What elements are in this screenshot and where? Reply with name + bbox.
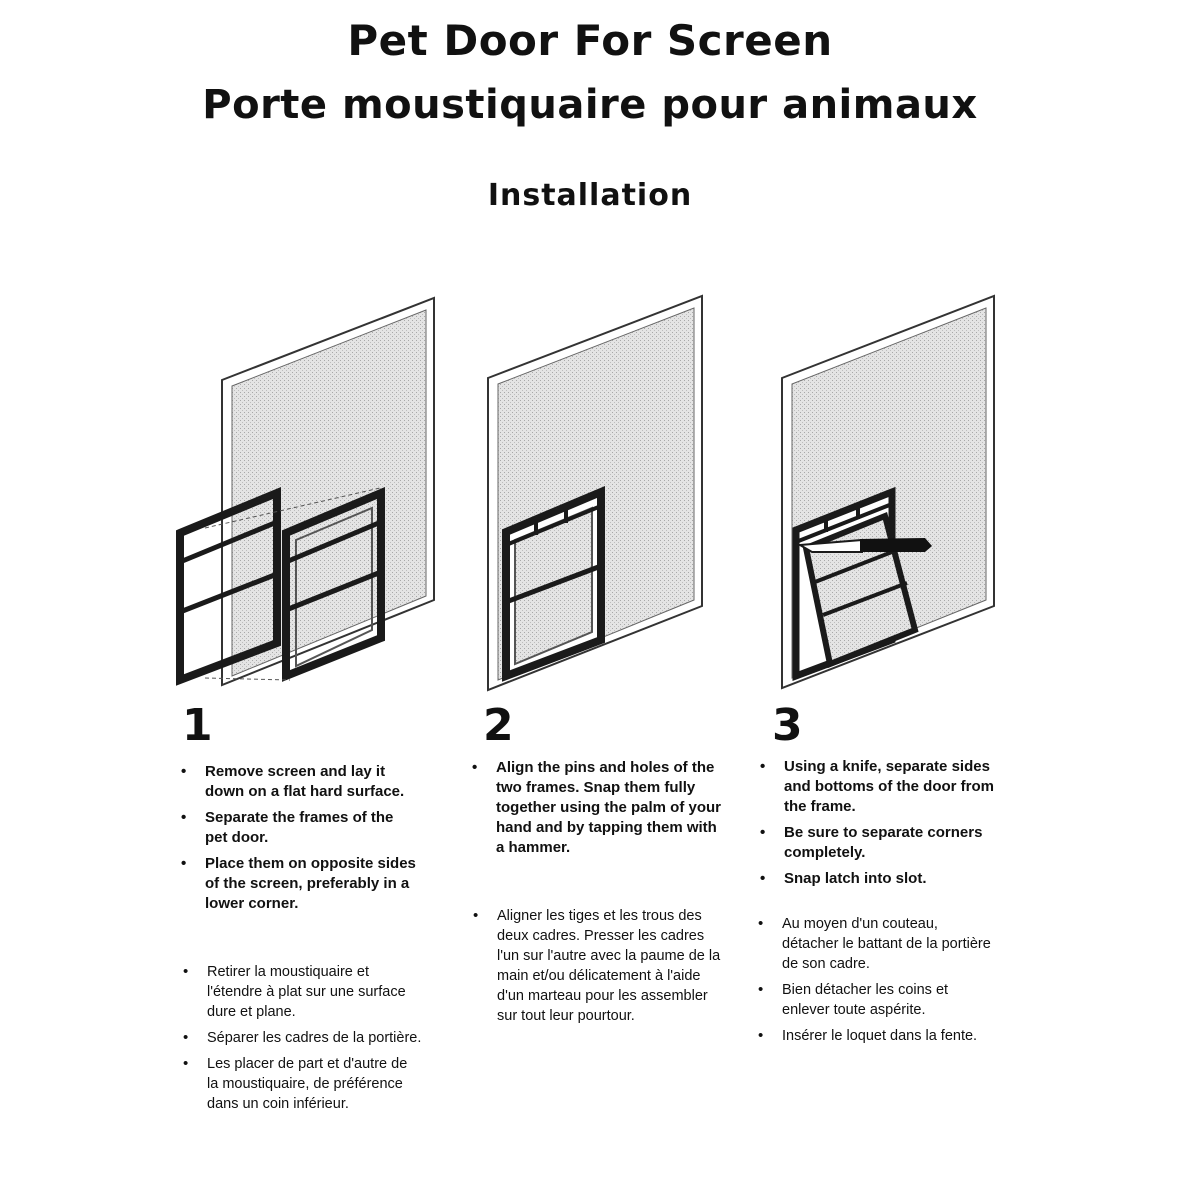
step-1-illustration — [180, 298, 434, 685]
instruction-item: • Bien détacher les coins et enlever toute aspérite. — [752, 980, 992, 1020]
step-2-instructions-fr — [467, 906, 722, 1032]
page-title-french: Porte moustiquaire pour animaux — [202, 82, 978, 128]
instruction-item: • Separate the frames of the pet door. — [175, 808, 420, 848]
instruction-item: • Retirer la moustiquaire et l'étendre à plat sur une surface dure et plane. — [177, 962, 422, 1022]
page-title: Pet Door For Screen — [347, 16, 833, 65]
instruction-item: • Remove screen and lay it down on a flat hard surface. — [175, 762, 420, 802]
instruction-item: • Au moyen d'un couteau, détacher le battant de la portière de son cadre. — [752, 914, 992, 974]
instruction-item: • Snap latch into slot. — [754, 869, 994, 889]
step-number-3: 3 — [772, 700, 803, 751]
installation-illustrations — [0, 285, 1180, 695]
step-2-instructions-en — [466, 758, 721, 864]
instruction-item: • Be sure to separate corners completely. — [754, 823, 994, 863]
instruction-item: • Align the pins and holes of the two frames. Snap them fully together using the palm of your hand and by tapping them with a hammer. — [466, 758, 721, 858]
step-2-illustration — [488, 296, 702, 690]
step-3-instructions-fr — [752, 914, 992, 1052]
instruction-item: • Using a knife, separate sides and bottoms of the door from the frame. — [754, 757, 994, 817]
instruction-item: • Séparer les cadres de la portière. — [177, 1028, 422, 1048]
step-1-instructions-fr — [177, 962, 422, 1120]
instruction-item: • Aligner les tiges et les trous des deux cadres. Presser les cadres l'un sur l'autre avec la paume de la main et/ou délicatement à l'aide d'un marteau pour les assembler sur tout leur pourtour. — [467, 906, 722, 1026]
step-3-illustration — [782, 296, 994, 688]
instruction-item: • Place them on opposite sides of the screen, preferably in a lower corner. — [175, 854, 420, 914]
step-3-instructions-en — [754, 757, 994, 895]
instruction-item: • Insérer le loquet dans la fente. — [752, 1026, 992, 1046]
section-title: Installation — [487, 178, 693, 213]
instruction-item: • Les placer de part et d'autre de la moustiquaire, de préférence dans un coin inférieur. — [177, 1054, 422, 1114]
step-1-instructions-en — [175, 762, 420, 920]
step-number-2: 2 — [483, 700, 514, 751]
step-number-1: 1 — [182, 700, 213, 751]
knife-handle — [860, 538, 932, 552]
